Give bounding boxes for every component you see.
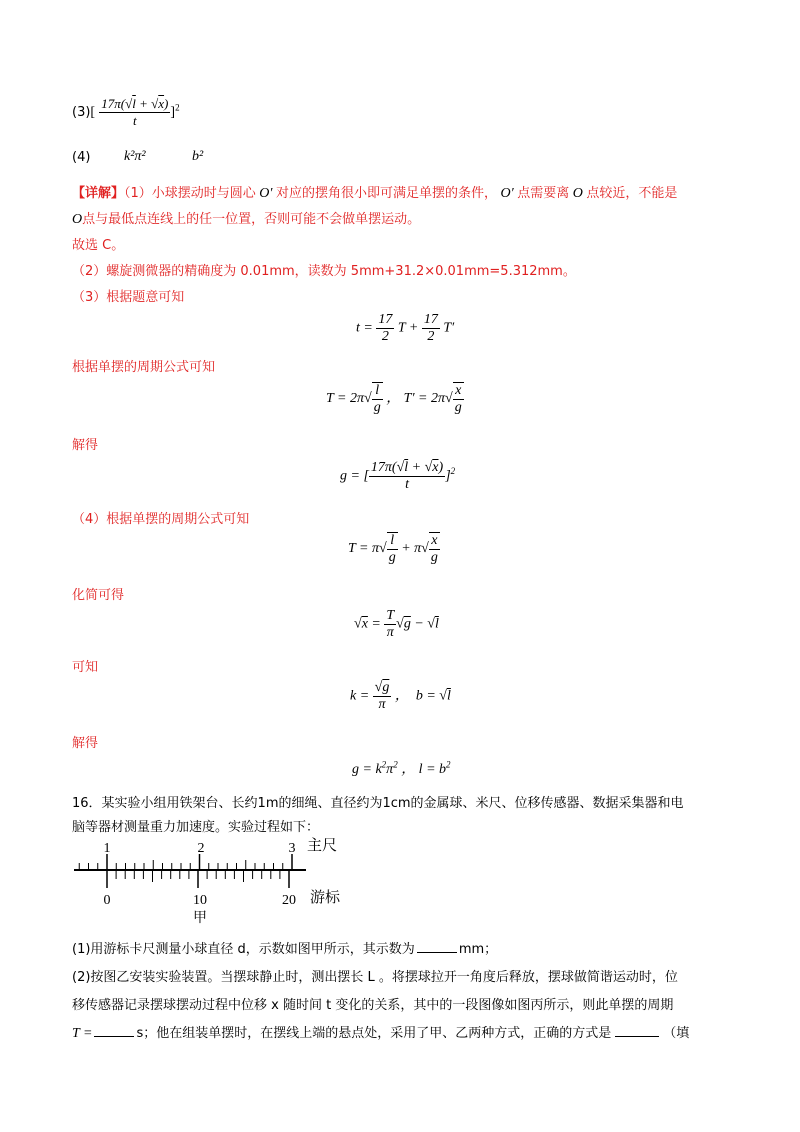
- detail-line-1: 【详解】（1）小球摆动时与圆心 O′ 对应的摆角很小即可满足单摆的条件， O′ 点需要离 O 点较近，不能是: [72, 186, 678, 201]
- q16-part-2-line-3: [72, 1022, 689, 1042]
- answer-3-fraction: $\frac{17\pi(√l + √x)}{t}$: [101, 96, 169, 128]
- q16-part-2-line-2: 移传感器记录摆球摆动过程中位移 x 随时间 t 变化的关系，其中的一段图像如图丙所示，则此单摆的周期: [72, 998, 674, 1013]
- q16-part-1-unit: mm；: [458, 942, 498, 957]
- period-symbol: T =: [72, 1026, 93, 1041]
- answer-blank-1[interactable]: [417, 952, 457, 953]
- answer-blank-method[interactable]: [615, 1036, 659, 1037]
- main-tick-label-3: 3: [288, 841, 296, 856]
- equation-g: g = [ $\frac{17\pi(√l + √x)}{t}$ ]$^2$: [340, 460, 456, 492]
- equation-period-sum: T = π√ $\frac{l}{g}$ + π√ $\frac{x}{g}$: [348, 533, 438, 565]
- vernier-scale-label: 游标: [310, 890, 341, 906]
- vernier-tick-label-20: 20: [282, 893, 296, 908]
- detail-text-1e: 点与最低点连线上的任一位置，否则可能不会做单摆运动。: [82, 212, 421, 227]
- vernier-scale-ticks: [107, 870, 289, 888]
- vernier-tick-label-10: 10: [193, 893, 207, 908]
- detail-part-3: （3）根据题意可知: [72, 290, 185, 305]
- detail-text-1d: 点较近，不能是: [586, 186, 678, 201]
- detail-knowable: 可知: [72, 660, 99, 675]
- answer-4-k: k²π²: [124, 149, 146, 164]
- q16-part-2-fill-hint: （填: [663, 1026, 690, 1041]
- detail-label: 【详解】: [72, 186, 125, 201]
- main-scale-ticks: [79, 854, 292, 870]
- detail-solve-2: 解得: [72, 736, 99, 751]
- answer-4-b: b²: [192, 149, 204, 164]
- answer-3: (3)[ $\frac{17\pi(√l + √x)}{t}$ ]$^2$: [72, 96, 180, 128]
- main-scale-label: 主尺: [307, 838, 338, 854]
- q16-part-1: [72, 938, 497, 957]
- detail-part-4: （4）根据单摆的周期公式可知: [72, 512, 250, 527]
- vernier-caliper-figure: [70, 834, 360, 924]
- q16-part-2-text-c: s；他在组装单摆时，在摆线上端的悬点处，采用了甲、乙两种方式，正确的方式是: [136, 1026, 612, 1041]
- detail-part-2: （2）螺旋测微器的精确度为 0.01mm，读数为 5mm+31.2×0.01mm=5.312mm。: [72, 264, 576, 279]
- q16-stem-line-2: 脑等器材测量重力加速度。实验过程如下：: [72, 820, 320, 835]
- equation-t: t = $\frac{17}{2}$ T + $\frac{17}{2}$ T′: [356, 312, 455, 344]
- main-tick-label-2: 2: [197, 841, 205, 856]
- detail-text-1a: （1）小球摆动时与圆心: [124, 186, 256, 201]
- detail-simplify: 化简可得: [72, 588, 125, 603]
- answer-blank-period[interactable]: [94, 1036, 134, 1037]
- answer-4-label: (4): [72, 150, 91, 165]
- detail-line-2: O点与最低点连线上的任一位置，否则可能不会做单摆运动。: [72, 212, 421, 227]
- vernier-tick-label-0: 0: [103, 893, 111, 908]
- detail-text-1b: 对应的摆角很小即可满足单摆的条件，: [275, 186, 497, 201]
- main-tick-label-1: 1: [103, 841, 111, 856]
- q16-part-2-line-1: (2)按图乙安装实验装置。当摆球静止时，测出摆长 L 。将摆球拉开一角度后释放，摆球做简谐运动时，位: [72, 970, 678, 985]
- q16-stem-line-1: 16．某实验小组用铁架台、长约1m的细绳、直径约为1cm的金属球、米尺、位移传感器、数据采集器和电: [72, 796, 684, 811]
- equation-k-b: k = $\frac{√g}{\pi}$ ， b = √l: [350, 680, 451, 712]
- detail-period-formula: 根据单摆的周期公式可知: [72, 360, 216, 375]
- answer-3-label: (3): [72, 105, 91, 120]
- equation-periods: T = 2π√ $\frac{l}{g}$ ， T′ = 2π√ $\frac{x}{g}$: [326, 383, 462, 415]
- figure-caption: 甲: [193, 911, 207, 924]
- equation-final: $g = k^2\pi^2$ ， $l = b^2$: [352, 759, 451, 777]
- q16-part-1-text: (1)用游标卡尺测量小球直径 d，示数如图甲所示，其示数为: [72, 942, 415, 957]
- equation-sqrt-x: √x = $\frac{T}{\pi}$ √g − √l: [354, 608, 439, 640]
- detail-choose: 故选 C。: [72, 238, 125, 253]
- detail-text-1c: 点需要离: [517, 186, 570, 201]
- detail-solve-1: 解得: [72, 438, 99, 453]
